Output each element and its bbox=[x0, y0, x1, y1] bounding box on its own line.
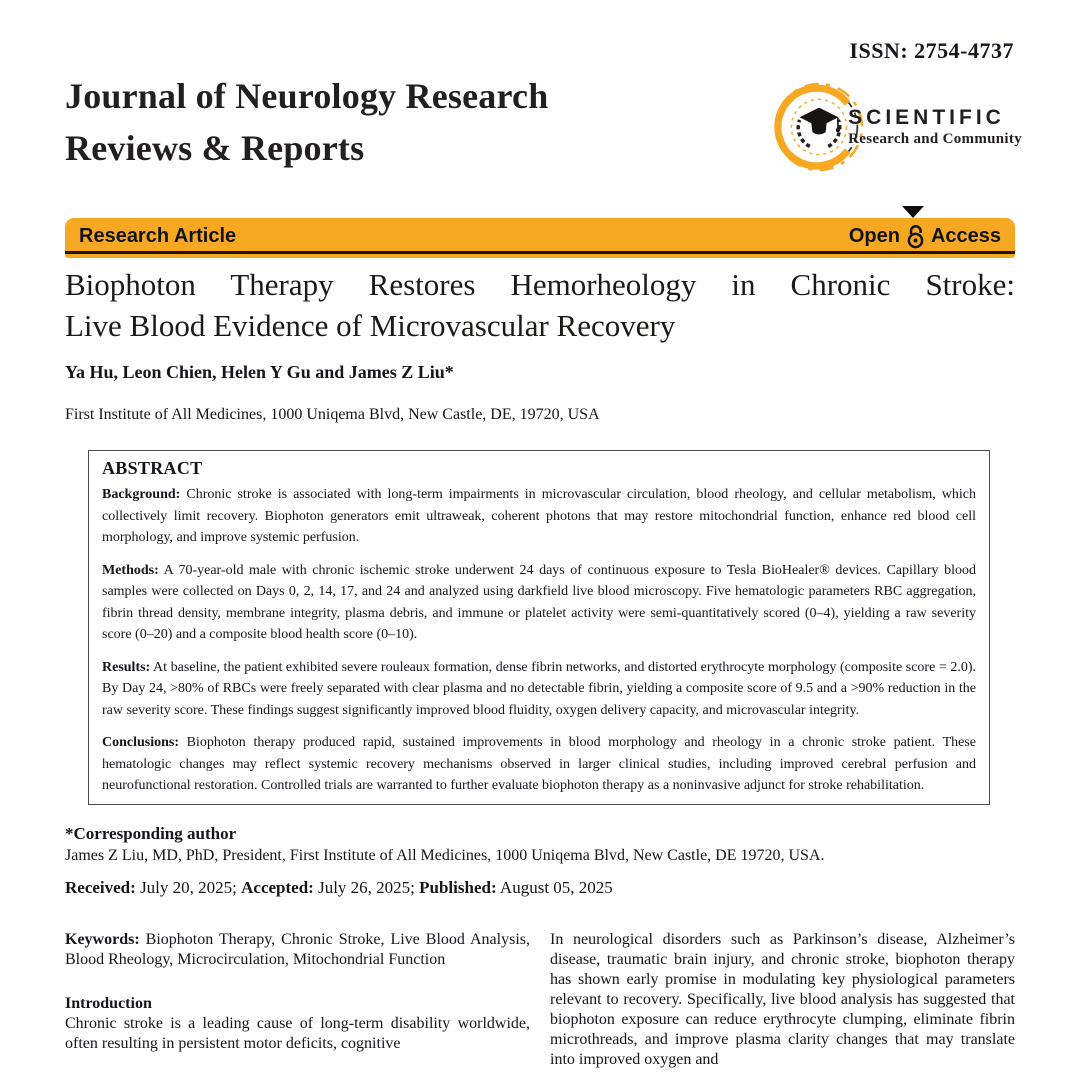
author-list: Ya Hu, Leon Chien, Helen Y Gu and James Z Liu* bbox=[65, 362, 454, 382]
published-date: August 05, 2025 bbox=[496, 878, 613, 897]
body-columns bbox=[65, 930, 1015, 1080]
abstract-heading: ABSTRACT bbox=[102, 458, 203, 478]
received-label: Received: bbox=[65, 878, 136, 897]
article-type-label: Research Article bbox=[79, 224, 237, 247]
left-column bbox=[65, 930, 530, 1080]
abstract-paragraph-methods bbox=[102, 560, 976, 646]
introduction-heading: Introduction bbox=[65, 995, 152, 1012]
abstract-paragraph-conclusions bbox=[102, 732, 976, 797]
issn-number: ISSN: 2754-4737 bbox=[849, 38, 1014, 63]
journal-title-line2: Reviews & Reports bbox=[65, 128, 365, 168]
accepted-date: July 26, 2025; bbox=[313, 878, 420, 897]
abstract-label-methods: Methods: bbox=[102, 562, 159, 578]
abstract-text-results: At baseline, the patient exhibited severe rouleaux formation, dense fibrin networks, and distorted erythrocyte morphology (composite score = 2.0). By Day 24, >80% of RBCs were freely separated with clear plasma and no detectable fibrin, yielding a composite score of 9.5 and a >90% reduction in the raw severity score. These findings suggest significantly improved blood fluidity, oxygen delivery capacity, and microvascular integrity. bbox=[102, 659, 976, 718]
open-access-word-open: Open bbox=[848, 224, 900, 247]
open-access-word-access: Access bbox=[930, 224, 1001, 247]
abstract-box bbox=[88, 450, 990, 805]
right-column bbox=[550, 930, 1015, 1080]
article-title-line1: Biophoton Therapy Restores Hemorheology in Chronic Stroke: bbox=[65, 267, 1015, 302]
journal-title-line1: Journal of Neurology Research bbox=[65, 76, 549, 116]
right-column-paragraph: In neurological disorders such as Parkinson’s disease, Alzheimer’s disease, traumatic brain injury, and chronic stroke, biophoton therapy has shown early promise in modulating key physiological parameters relevant to recovery. Specifically, live blood analysis has suggested that biophoton exposure can reduce erythrocyte clumping, eliminate fibrin microthreads, and improve plasma clarity changes that may translate into improved oxygen and bbox=[550, 931, 1015, 1068]
corresponding-author-heading: *Corresponding author bbox=[65, 824, 237, 843]
corresponding-author-block bbox=[65, 824, 1015, 865]
abstract-label-background: Background: bbox=[102, 487, 181, 502]
publisher-tagline: Research and Community bbox=[848, 131, 1022, 147]
introduction-paragraph: Chronic stroke is a leading cause of long-term disability worldwide, often resulting in persistent motor deficits, cognitive bbox=[65, 1015, 530, 1052]
banner-triangle-marker bbox=[902, 206, 924, 218]
abstract-paragraph-results bbox=[102, 657, 976, 722]
affiliation: First Institute of All Medicines, 1000 Uniqema Blvd, New Castle, DE, 19720, USA bbox=[65, 406, 600, 423]
corresponding-author-text: James Z Liu, MD, PhD, President, First Institute of All Medicines, 1000 Uniqema Blvd, New Castle, DE 19720, USA. bbox=[65, 847, 825, 864]
open-access-badge bbox=[849, 223, 1001, 249]
keywords-paragraph bbox=[65, 930, 530, 970]
publisher-logo bbox=[774, 82, 1022, 172]
open-lock-icon bbox=[905, 223, 926, 249]
abstract-text-conclusions: Biophoton therapy produced rapid, sustained improvements in blood morphology and rheology in a chronic stroke patient. These hematologic changes may reflect systemic recovery mechanisms observed in larger clinical studies, including improved cerebral perfusion and neurofunctional restoration. Controlled trials are warranted to further evaluate biophoton therapy as a noninvasive adjunct for stroke rehabilitation. bbox=[102, 735, 976, 793]
keywords-label: Keywords: bbox=[65, 931, 140, 948]
abstract-text-background: Chronic stroke is associated with long-term impairments in microvascular circulation, blood rheology, and cellular metabolism, which collectively limit recovery. Biophoton generators emit ultraweak, coherent photons that may restore mitochondrial function, enhance red blood cell morphology, and improve systemic perfusion. bbox=[102, 487, 976, 545]
publisher-name: SCIENTIFIC bbox=[848, 106, 1005, 129]
received-date: July 20, 2025; bbox=[135, 878, 242, 897]
published-label: Published: bbox=[419, 878, 497, 897]
abstract-text-methods: A 70-year-old male with chronic ischemic stroke underwent 24 days of continuous exposure to Tesla BioHealer® devices. Capillary blood samples were collected on Days 0, 2, 14, 17, and 24 and analyzed using darkfield live blood microscopy. Five hematologic parameters RBC aggregation, fibrin thread density, membrane integrity, plasma debris, and immune or platelet activity were semi-quantitatively scored (0–4), yielding a raw severity score (0–20) and a composite blood health score (0–10). bbox=[102, 562, 976, 642]
accepted-label: Accepted: bbox=[241, 878, 314, 897]
article-title-line2: Live Blood Evidence of Microvascular Recovery bbox=[65, 308, 676, 343]
abstract-label-results: Results: bbox=[102, 659, 151, 675]
article-title bbox=[65, 264, 1015, 346]
abstract-label-conclusions: Conclusions: bbox=[102, 735, 180, 750]
keywords-text: Biophoton Therapy, Chronic Stroke, Live Blood Analysis, Blood Rheology, Microcirculation, Mitochondrial Function bbox=[65, 931, 530, 968]
abstract-paragraph-background bbox=[102, 484, 976, 549]
article-type-banner bbox=[65, 218, 1015, 258]
journal-title bbox=[65, 70, 548, 174]
article-dates bbox=[65, 878, 613, 898]
publisher-logo-text bbox=[848, 106, 1022, 148]
